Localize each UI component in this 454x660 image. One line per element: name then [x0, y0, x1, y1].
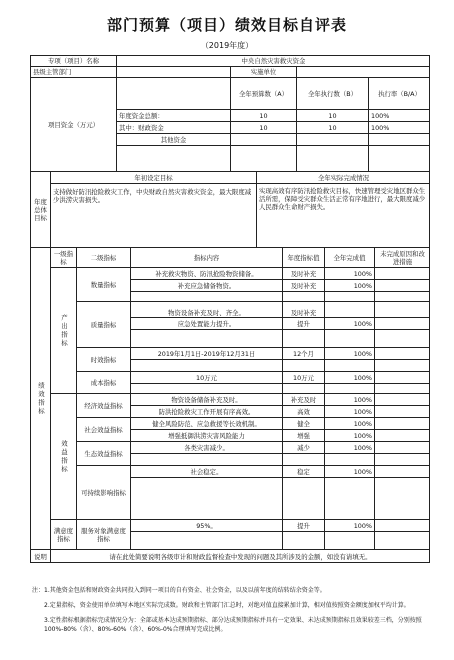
t-target-1: 12个月 — [282, 347, 324, 359]
sv-reason-1 — [374, 519, 430, 531]
s-reason-2 — [374, 429, 430, 441]
funds-fiscal-rate: 100% — [368, 121, 430, 133]
timeliness-label: 时效指标 — [76, 347, 130, 371]
s-content-2: 增强抵御洪涝灾害风险能力 — [130, 429, 282, 441]
indicator-col-reason: 未完成原因和改进措施 — [374, 247, 430, 267]
su-target-1: 稳定 — [282, 465, 324, 477]
s-done-1: 100% — [324, 417, 374, 429]
footnote-2: 2.定量指标，资金使用单位填写本地区实际完成数。财政和主管部门汇总时，对绝对值直接累加计算，相对值按照资金额度加权平均计算。 — [44, 602, 410, 609]
s-content-1: 健全风险防范、应急救援等长效机制。 — [130, 417, 282, 429]
dept-value — [116, 66, 230, 77]
footnotes — [32, 586, 430, 640]
goals-actual-header: 全年实际完成情况 — [256, 171, 430, 183]
funds-fiscal-exec: 10 — [296, 121, 368, 133]
q-reason-2 — [374, 279, 430, 291]
evaluation-form — [30, 55, 430, 563]
indicator-col-done: 全年完成值 — [324, 247, 374, 267]
quantity-label: 数量指标 — [76, 267, 130, 301]
t-reason-2 — [374, 359, 430, 371]
qa-target-2: 提升 — [282, 317, 324, 329]
qa-content-1: 物资设备补充及时、齐全。 — [130, 301, 282, 317]
g-content-2 — [130, 453, 282, 465]
goals-actual-text: 实现高效有序防汛抢险救灾目标，快速管理受灾地区群众生活所需，保障受灾群众生活正常有序地进行，最大限度减少人民群众生命财产损失。 — [256, 183, 430, 247]
q-done-2: 100% — [324, 279, 374, 291]
footnote-1: 注：1.其他资金包括和财政资金共同投入到同一项目的自有资金、社会资金，以及以前年度的结转结余资金等。 — [32, 587, 326, 594]
su-done-1: 100% — [324, 465, 374, 477]
t-target-2 — [282, 359, 324, 371]
c-reason-2 — [374, 383, 430, 393]
sv-content-1: 95%。 — [130, 519, 282, 531]
economic-label: 经济效益指标 — [76, 393, 130, 417]
e-reason-2 — [374, 405, 430, 417]
funds-section-label: 项目资金（万元） — [30, 77, 116, 171]
c-reason-1 — [374, 371, 430, 383]
funds-fiscal-label: 其中：财政资金 — [116, 121, 230, 133]
q-target-1: 及时补充 — [282, 267, 324, 279]
qa-done-2: 100% — [324, 317, 374, 329]
t-done-2 — [324, 359, 374, 371]
q-content-1: 补充救灾物资、防汛抢险物资储备。 — [130, 267, 282, 279]
q-target-2: 及时补充 — [282, 279, 324, 291]
sv-content-2 — [130, 531, 282, 549]
c-content-2 — [130, 383, 282, 393]
funds-total-label: 年度资金总额： — [116, 109, 230, 121]
s-reason-1 — [374, 417, 430, 429]
q-reason-1 — [374, 267, 430, 279]
indicator-col-content: 指标内容 — [130, 247, 282, 267]
e-reason-1 — [374, 393, 430, 405]
funds-col-exec: 全年执行数（B） — [296, 77, 368, 109]
q-reason-3 — [374, 291, 430, 301]
indicator-col-target: 年度指标值 — [282, 247, 324, 267]
indicator-col-lvl1: 一级指标 — [50, 247, 76, 267]
project-name-value: 中央自然灾害救灾资金 — [116, 55, 430, 66]
cost-label: 成本指标 — [76, 371, 130, 393]
effect-indicators-label: 效益指标 — [50, 393, 76, 519]
s-done-2: 100% — [324, 429, 374, 441]
su-done-2 — [324, 477, 374, 519]
funds-total-rate: 100% — [368, 109, 430, 121]
g-reason-1 — [374, 441, 430, 453]
funds-col-budget: 全年预算数（A） — [230, 77, 296, 109]
funds-fiscal-budget: 10 — [230, 121, 296, 133]
funds-total-budget: 10 — [230, 109, 296, 121]
sv-target-1: 提升 — [282, 519, 324, 531]
impl-unit-value — [296, 66, 430, 77]
indicator-col-lvl2: 二级指标 — [76, 247, 130, 267]
su-content-1: 社会稳定。 — [130, 465, 282, 477]
c-content-1: 10万元 — [130, 371, 282, 383]
remarks-label: 说明 — [30, 549, 50, 563]
qa-content-2: 应急处置能力提升。 — [130, 317, 282, 329]
c-target-1: 10万元 — [282, 371, 324, 383]
service-target-label: 服务对象满意度指标 — [76, 519, 130, 549]
c-done-1: 100% — [324, 371, 374, 383]
dept-label: 县级主管部门 — [30, 66, 116, 77]
sv-done-1: 100% — [324, 519, 374, 531]
su-target-2 — [282, 477, 324, 519]
q-target-3 — [282, 291, 324, 301]
qa-content-3 — [130, 329, 282, 347]
page-year: （2019年度） — [200, 41, 254, 50]
su-content-2 — [130, 477, 282, 519]
project-name-label: 专项（项目）名称 — [30, 55, 116, 66]
quality-label: 质量指标 — [76, 301, 130, 347]
funds-header-blank — [116, 77, 230, 109]
funds-blank-b — [230, 145, 296, 171]
e-done-2: 100% — [324, 405, 374, 417]
g-target-1: 减少 — [282, 441, 324, 453]
funds-blank-d — [368, 145, 430, 171]
output-indicators-label: 产出指标 — [50, 267, 76, 393]
funds-other-label: 其他资金 — [116, 133, 230, 145]
e-done-1: 100% — [324, 393, 374, 405]
qa-reason-2 — [374, 317, 430, 329]
t-content-1: 2019年1月1日-2019年12月31日 — [130, 347, 282, 359]
funds-blank-a — [116, 145, 230, 171]
footnote-3: 3.定性指标根据指标完成情况分为：全部或基本达成预期指标、部分达成预期指标并具有一定效果、未达成预期指标且效果较差三档，分别按照100%-80%（含）、80%-60%（含）、60%-0%合理填写完成比例。 — [44, 617, 422, 633]
e-target-1: 补充及时 — [282, 393, 324, 405]
g-reason-2 — [374, 453, 430, 465]
t-done-1: 100% — [324, 347, 374, 359]
social-label: 社会效益指标 — [76, 417, 130, 441]
q-content-3 — [130, 291, 282, 301]
goals-section-label: 年度总体目标 — [30, 171, 50, 247]
remarks-text: 请在此处简要说明各级审计和财政监督检查中发现的问题及其所涉及的金额，如没有请填无。 — [50, 549, 430, 563]
e-content-1: 物资设备储备补充及时。 — [130, 393, 282, 405]
ecological-label: 生态效益指标 — [76, 441, 130, 465]
e-content-2: 防洪抢险救灾工作开展有序高效。 — [130, 405, 282, 417]
qa-done-3 — [324, 329, 374, 347]
e-target-2: 高效 — [282, 405, 324, 417]
qa-done-1 — [324, 301, 374, 317]
q-done-1: 100% — [324, 267, 374, 279]
qa-reason-3 — [374, 329, 430, 347]
funds-blank-c — [296, 145, 368, 171]
su-reason-2 — [374, 477, 430, 519]
sv-reason-2 — [374, 531, 430, 549]
sv-done-2 — [324, 531, 374, 549]
t-reason-1 — [374, 347, 430, 359]
qa-target-1: 及时补充 — [282, 301, 324, 317]
g-target-2 — [282, 453, 324, 465]
g-done-1: 100% — [324, 441, 374, 453]
sv-target-2 — [282, 531, 324, 549]
c-done-2 — [324, 383, 374, 393]
g-content-1: 各类灾害减少。 — [130, 441, 282, 453]
funds-col-rate: 执行率（B/A） — [368, 77, 430, 109]
indicators-section-label: 绩效指标 — [30, 247, 50, 549]
goals-initial-text: 支持做好防汛抢险救灾工作，中央财政自然灾害救灾资金，最大限度减少洪涝灾害损失。 — [50, 183, 256, 247]
funds-other-budget — [230, 133, 296, 145]
funds-total-exec: 10 — [296, 109, 368, 121]
page-title: 部门预算（项目）绩效目标自评表 — [106, 16, 347, 34]
qa-target-3 — [282, 329, 324, 347]
impl-unit-label: 实施单位 — [230, 66, 296, 77]
satisfaction-indicators-label: 满意度指标 — [50, 519, 76, 549]
c-target-2 — [282, 383, 324, 393]
t-content-2 — [130, 359, 282, 371]
goals-initial-header: 年初设定目标 — [50, 171, 256, 183]
q-done-3 — [324, 291, 374, 301]
s-target-2: 增强 — [282, 429, 324, 441]
g-done-2 — [324, 453, 374, 465]
funds-other-exec — [296, 133, 368, 145]
q-content-2: 补充应急储备物资。 — [130, 279, 282, 291]
funds-other-rate — [368, 133, 430, 145]
su-reason-1 — [374, 465, 430, 477]
s-target-1: 健全 — [282, 417, 324, 429]
sustainable-label: 可持续影响指标 — [76, 465, 130, 519]
qa-reason-1 — [374, 301, 430, 317]
